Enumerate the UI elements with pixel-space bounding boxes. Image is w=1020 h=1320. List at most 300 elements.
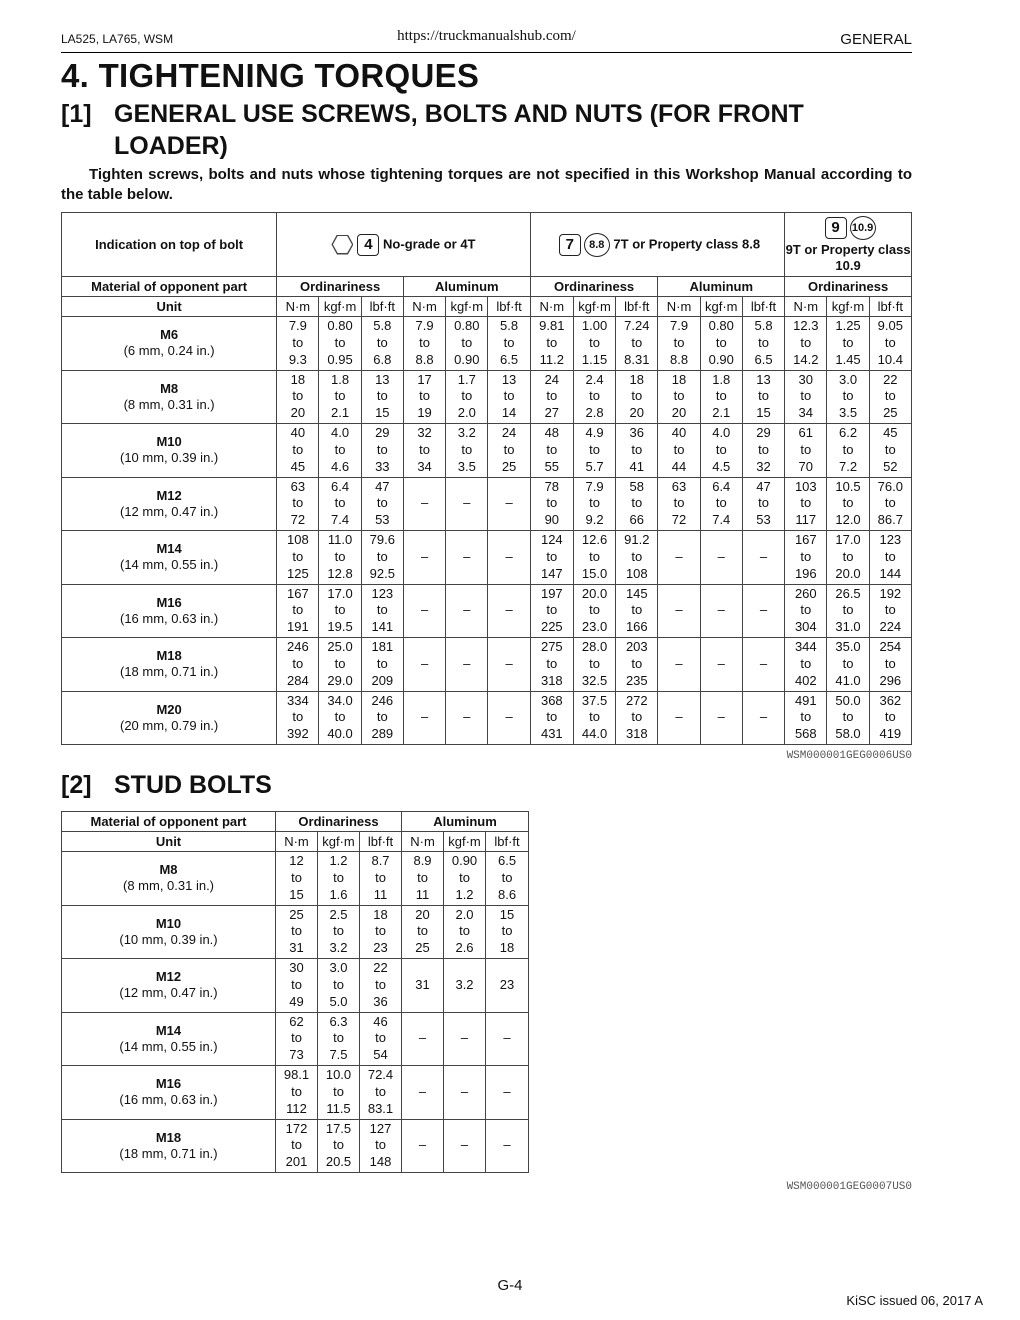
- unit-cell: kgf·m: [319, 297, 361, 317]
- grade-9-icon: 9: [825, 217, 847, 239]
- not-applicable-dash: –: [675, 602, 683, 618]
- torque-min: 6.2: [838, 425, 858, 441]
- class-10-9-icon: 10.9: [850, 216, 876, 240]
- torque-cell: [573, 691, 615, 745]
- torque-min: 167: [287, 585, 309, 601]
- torque-to: to: [417, 923, 428, 939]
- torque-max: 18: [499, 940, 515, 956]
- torque-to: to: [884, 548, 896, 564]
- torque-min: 17.0: [327, 585, 353, 601]
- torque-to: to: [333, 1083, 344, 1099]
- torque-to: to: [800, 655, 812, 671]
- bolt-dimension: (10 mm, 0.39 in.): [119, 931, 218, 947]
- torque-cell: [486, 959, 529, 1013]
- torque-min: 25.0: [327, 639, 353, 655]
- torque-to: to: [459, 923, 470, 939]
- torque-max: 34: [798, 405, 814, 421]
- not-applicable-dash: –: [463, 655, 471, 671]
- torque-max: 20.0: [835, 565, 861, 581]
- torque-to: to: [376, 548, 388, 564]
- torque-to: to: [546, 602, 558, 618]
- torque-cell: [319, 477, 361, 531]
- torque-min: 34.0: [327, 692, 353, 708]
- bolt-dimension: (18 mm, 0.71 in.): [119, 1145, 218, 1161]
- bolt-size: M18: [155, 1129, 182, 1145]
- torque-min: 47: [375, 478, 390, 494]
- not-applicable-dash: –: [505, 548, 513, 564]
- torque-to: to: [631, 602, 643, 618]
- torque-cell: [318, 1119, 360, 1173]
- torque-min: 91.2: [624, 532, 650, 548]
- torque-min: 5.8: [373, 318, 392, 334]
- torque-cell: [573, 477, 615, 531]
- torque-to: to: [419, 441, 430, 457]
- unit-cell: lbf·ft: [360, 832, 402, 852]
- torque-min: 6.3: [329, 1013, 348, 1029]
- torque-cell: [616, 317, 658, 371]
- torque-to: to: [461, 334, 473, 350]
- not-applicable-dash: –: [505, 602, 513, 618]
- section1-intro: Tighten screws, bolts and nuts whose tightening torques are not specified in this Workshop Manual according to the table below.: [61, 166, 912, 203]
- torque-max: 196: [794, 565, 817, 581]
- torque-min: 4.0: [712, 425, 731, 441]
- not-applicable-dash: –: [460, 1137, 469, 1153]
- material-ordinariness: Ordinariness: [277, 277, 404, 297]
- torque-min: 1.25: [835, 318, 861, 334]
- torque-cell: [319, 531, 361, 585]
- header-url[interactable]: https://truckmanualshub.com/: [397, 28, 576, 44]
- torque-cell: [403, 691, 445, 745]
- bolt-size-cell: [62, 691, 277, 745]
- torque-cell: [446, 424, 488, 478]
- torque-min: 1.00: [581, 318, 608, 334]
- torque-to: to: [376, 495, 388, 511]
- torque-value: 31: [415, 976, 430, 992]
- torque-cell: [486, 1119, 529, 1173]
- torque-max: 33: [375, 458, 390, 474]
- unit-cell: N·m: [402, 832, 444, 852]
- not-applicable-dash: –: [505, 495, 513, 511]
- torque-max: 9.2: [585, 512, 604, 528]
- table-row: [62, 1066, 529, 1120]
- torque-min: 124: [540, 532, 563, 548]
- table-row: [62, 1012, 529, 1066]
- torque-max: 45: [290, 458, 306, 474]
- torque-max: 2.0: [457, 405, 476, 421]
- torque-min: 6.4: [712, 478, 731, 494]
- torque-cell: [742, 584, 784, 638]
- bolt-size: M8: [160, 380, 179, 396]
- torque-to: to: [417, 869, 428, 885]
- torque-min: 12.3: [793, 318, 819, 334]
- table-row: [62, 1119, 529, 1173]
- bolt-dimension: (20 mm, 0.79 in.): [119, 717, 219, 733]
- torque-to: to: [375, 976, 386, 992]
- torque-max: 402: [794, 672, 817, 688]
- torque-to: to: [631, 495, 643, 511]
- torque-cell: [319, 317, 361, 371]
- torque-to: to: [842, 709, 854, 725]
- bolt-dimension: (8 mm, 0.31 in.): [123, 396, 215, 412]
- unit-cell: N·m: [276, 832, 318, 852]
- torque-max: 32: [756, 458, 771, 474]
- torque-max: 70: [798, 458, 814, 474]
- torque-cell: [403, 584, 445, 638]
- torque-max: 112: [286, 1100, 307, 1116]
- torque-max: 49: [289, 993, 304, 1009]
- torque-cell: [530, 531, 573, 585]
- torque-min: 5.8: [500, 318, 519, 334]
- torque-max: 44.0: [581, 726, 608, 742]
- bolt-size-cell: [62, 959, 276, 1013]
- torque-max: 15: [756, 405, 771, 421]
- torque-to: to: [334, 602, 346, 618]
- torque-to: to: [291, 976, 302, 992]
- torque-cell: [658, 477, 700, 531]
- bolt-size: M12: [155, 969, 182, 985]
- torque-max: 318: [625, 726, 648, 742]
- page-header: [61, 30, 912, 53]
- torque-to: to: [673, 388, 685, 404]
- torque-min: 246: [287, 639, 309, 655]
- torque-cell: [444, 1119, 486, 1173]
- indication-label: Indication on top of bolt: [62, 213, 277, 277]
- torque-cell: [446, 370, 488, 424]
- torque-min: 11.0: [327, 532, 353, 548]
- torque-cell: [488, 317, 530, 371]
- torque-max: 191: [287, 619, 309, 635]
- torque-max: 86.7: [877, 512, 903, 528]
- torque-cell: [276, 959, 318, 1013]
- grade-9t-label: 9T or Property class 10.9: [785, 241, 911, 273]
- torque-cell: [785, 477, 827, 531]
- torque-max: 52: [883, 458, 898, 474]
- torque-to: to: [334, 655, 346, 671]
- bolt-dimension: (16 mm, 0.63 in.): [119, 610, 219, 626]
- torque-cell: [530, 584, 573, 638]
- torque-cell: [785, 317, 827, 371]
- torque-cell: [616, 584, 658, 638]
- torque-to: to: [334, 441, 346, 457]
- torque-max: 147: [540, 565, 563, 581]
- bolt-dimension: (12 mm, 0.47 in.): [119, 985, 218, 1001]
- bolt-size: M12: [156, 487, 182, 503]
- torque-to: to: [673, 334, 685, 350]
- unit-cell: lbf·ft: [488, 297, 530, 317]
- torque-cell: [573, 424, 615, 478]
- not-applicable-dash: –: [505, 655, 513, 671]
- torque-max: 55: [544, 458, 560, 474]
- torque-min: 25: [289, 906, 304, 922]
- grade-9t-header: [785, 213, 912, 277]
- torque-min: 1.8: [331, 371, 350, 387]
- torque-cell: [402, 1119, 444, 1173]
- page-number: G-4: [497, 1277, 523, 1294]
- torque-cell: [318, 1066, 360, 1120]
- section2-doc-code: WSM000001GEG0007US0: [786, 1181, 912, 1193]
- torque-max: 41: [629, 458, 645, 474]
- torque-to: to: [631, 388, 643, 404]
- torque-cell: [360, 852, 402, 906]
- not-applicable-dash: –: [418, 1137, 427, 1153]
- torque-cell: [488, 370, 530, 424]
- torque-cell: [785, 370, 827, 424]
- torque-min: 78: [544, 478, 560, 494]
- torque-min: 28.0: [581, 639, 608, 655]
- torque-max: 31: [289, 940, 304, 956]
- torque-cell: [785, 691, 827, 745]
- torque-min: 15: [499, 906, 515, 922]
- torque-cell: [276, 1012, 318, 1066]
- torque-min: 1.8: [712, 371, 731, 387]
- torque-max: 15: [375, 405, 390, 421]
- torque-min: 8.7: [371, 853, 390, 869]
- bolt-dimension: (8 mm, 0.31 in.): [122, 878, 215, 894]
- material-aluminum: Aluminum: [402, 812, 529, 832]
- torque-cell: [319, 424, 361, 478]
- torque-min: 6.4: [331, 478, 350, 494]
- torque-max: 23.0: [581, 619, 608, 635]
- torque-to: to: [800, 709, 812, 725]
- torque-cell: [361, 638, 403, 692]
- torque-to: to: [715, 495, 727, 511]
- torque-max: 2.1: [331, 405, 350, 421]
- torque-min: 18: [671, 371, 687, 387]
- torque-cell: [361, 424, 403, 478]
- torque-max: 83.1: [367, 1100, 394, 1116]
- torque-cell: [530, 317, 573, 371]
- grade-4t-label: No-grade or 4T: [383, 235, 476, 251]
- torque-min: 29: [756, 425, 771, 441]
- torque-min: 1.2: [329, 853, 348, 869]
- torque-cell: [319, 370, 361, 424]
- torque-max: 12.0: [835, 512, 861, 528]
- bolt-dimension: (10 mm, 0.39 in.): [119, 450, 219, 466]
- torque-min: 103: [794, 478, 817, 494]
- torque-max: 15: [289, 886, 304, 902]
- torque-cell: [827, 424, 869, 478]
- torque-to: to: [292, 388, 304, 404]
- torque-cell: [700, 638, 742, 692]
- torque-min: 3.2: [457, 425, 476, 441]
- not-applicable-dash: –: [420, 495, 429, 511]
- torque-to: to: [842, 388, 854, 404]
- hexagon-no-grade-icon: [331, 235, 353, 255]
- torque-cell: [869, 691, 911, 745]
- torque-max: 3.5: [838, 405, 858, 421]
- torque-cell: [403, 477, 445, 531]
- torque-cell: [658, 691, 700, 745]
- torque-cell: [318, 959, 360, 1013]
- torque-min: 12.6: [581, 532, 608, 548]
- unit-cell: lbf·ft: [869, 297, 911, 317]
- torque-max: 7.4: [712, 512, 731, 528]
- torque-min: 7.9: [669, 318, 689, 334]
- torque-max: 29.0: [327, 672, 353, 688]
- bolt-size-cell: [62, 317, 277, 371]
- torque-cell: [488, 531, 530, 585]
- torque-cell: [446, 317, 488, 371]
- bolt-size: M16: [155, 1076, 182, 1092]
- torque-cell: [573, 584, 615, 638]
- torque-to: to: [884, 709, 896, 725]
- torque-max: 92.5: [369, 565, 395, 581]
- torque-cell: [361, 317, 403, 371]
- table-row: [62, 852, 529, 906]
- torque-to: to: [546, 548, 558, 564]
- torque-to: to: [334, 495, 346, 511]
- torque-cell: [276, 905, 318, 959]
- torque-cell: [446, 584, 488, 638]
- torque-to: to: [291, 869, 302, 885]
- torque-max: 2.1: [712, 405, 731, 421]
- not-applicable-dash: –: [420, 602, 429, 618]
- torque-to: to: [758, 334, 769, 350]
- torque-cell: [488, 584, 530, 638]
- unit-cell: lbf·ft: [616, 297, 658, 317]
- torque-cell: [530, 638, 573, 692]
- torque-to: to: [884, 495, 896, 511]
- torque-to: to: [501, 869, 513, 885]
- torque-to: to: [333, 1030, 344, 1046]
- class-8-8-icon: 8.8: [584, 233, 610, 257]
- torque-min: 20: [415, 906, 430, 922]
- torque-cell: [616, 477, 658, 531]
- not-applicable-dash: –: [717, 548, 725, 564]
- torque-max: 1.15: [581, 351, 608, 367]
- torque-max: 148: [369, 1154, 392, 1170]
- not-applicable-dash: –: [463, 709, 471, 725]
- torque-max: 296: [879, 672, 902, 688]
- torque-max: 36: [373, 993, 388, 1009]
- torque-cell: [360, 1066, 402, 1120]
- torque-max: 3.5: [457, 458, 476, 474]
- torque-to: to: [334, 709, 346, 725]
- torque-max: 5.0: [329, 993, 348, 1009]
- torque-cell: [573, 317, 615, 371]
- torque-cell: [277, 584, 319, 638]
- grade-7t-label: 7T or Property class 8.8: [613, 235, 761, 251]
- torque-min: 123: [879, 532, 902, 548]
- section1-title: GENERAL USE SCREWS, BOLTS AND NUTS (FOR FRONT LOADER): [114, 100, 804, 160]
- torque-max: 1.6: [329, 886, 348, 902]
- table-row: [62, 370, 912, 424]
- torque-min: 0.90: [451, 853, 478, 869]
- torque-min: 18: [629, 371, 645, 387]
- torque-cell: [658, 531, 700, 585]
- torque-max: 5.7: [585, 458, 604, 474]
- torque-min: 13: [756, 371, 771, 387]
- torque-max: 3.2: [329, 940, 348, 956]
- torque-min: 24: [501, 425, 517, 441]
- torque-max: 44: [671, 458, 687, 474]
- torque-min: 32: [417, 425, 432, 441]
- torque-cell: [402, 1012, 444, 1066]
- material-aluminum: Aluminum: [403, 277, 530, 297]
- torque-max: 25: [501, 458, 517, 474]
- torque-cell: [488, 638, 530, 692]
- torque-min: 3.0: [838, 371, 858, 387]
- bolt-size: M14: [155, 1022, 182, 1038]
- torque-cell: [573, 531, 615, 585]
- torque-to: to: [589, 388, 600, 404]
- torque-cell: [700, 477, 742, 531]
- bolt-size-cell: [62, 1012, 276, 1066]
- table-row: [62, 905, 529, 959]
- torque-min: 275: [540, 639, 563, 655]
- torque-to: to: [375, 1137, 386, 1153]
- torque-max: 1.45: [835, 351, 861, 367]
- grade-4-icon: 4: [357, 234, 379, 256]
- torque-to: to: [546, 388, 558, 404]
- torque-min: 123: [371, 585, 394, 601]
- not-applicable-dash: –: [503, 1137, 511, 1153]
- torque-cell: [869, 584, 911, 638]
- torque-min: 18: [290, 371, 306, 387]
- torque-to: to: [291, 1137, 302, 1153]
- material-ordinariness: Ordinariness: [530, 277, 658, 297]
- not-applicable-dash: –: [463, 495, 471, 511]
- unit-cell: kgf·m: [444, 832, 486, 852]
- bolt-size-cell: [62, 852, 276, 906]
- torque-to: to: [589, 495, 600, 511]
- torque-max: 6.5: [754, 351, 773, 367]
- torque-min: 79.6: [369, 532, 395, 548]
- torque-to: to: [292, 709, 304, 725]
- torque-value: 23: [499, 976, 515, 992]
- torque-to: to: [884, 655, 896, 671]
- torque-min: 50.0: [835, 692, 861, 708]
- bolt-dimension: (18 mm, 0.71 in.): [119, 664, 219, 680]
- torque-min: 5.8: [754, 318, 773, 334]
- torque-cell: [486, 1012, 529, 1066]
- torque-cell: [446, 691, 488, 745]
- section1-doc-code: WSM000001GEG0006US0: [786, 750, 912, 762]
- torque-cell: [742, 370, 784, 424]
- torque-cell: [530, 691, 573, 745]
- torque-cell: [742, 424, 784, 478]
- torque-min: 72.4: [367, 1067, 394, 1083]
- torque-max: 289: [371, 726, 394, 742]
- torque-cell: [827, 691, 869, 745]
- bolt-size: M10: [155, 915, 182, 931]
- torque-min: 30: [798, 371, 814, 387]
- torque-to: to: [461, 441, 473, 457]
- table-row: [62, 638, 912, 692]
- torque-to: to: [842, 602, 854, 618]
- torque-max: 31.0: [835, 619, 861, 635]
- torque-max: 7.5: [329, 1047, 348, 1063]
- torque-min: 29: [375, 425, 390, 441]
- torque-max: 11.2: [539, 351, 564, 367]
- torque-min: 6.5: [497, 853, 517, 869]
- torque-cell: [869, 424, 911, 478]
- not-applicable-dash: –: [460, 1030, 469, 1046]
- bolt-size: M8: [159, 862, 178, 878]
- torque-cell: [360, 905, 402, 959]
- torque-cell: [827, 531, 869, 585]
- torque-to: to: [631, 548, 643, 564]
- torque-to: to: [631, 441, 643, 457]
- torque-max: 1.2: [455, 886, 474, 902]
- torque-cell: [319, 691, 361, 745]
- bolt-dimension: (14 mm, 0.55 in.): [119, 557, 219, 573]
- torque-min: 48: [544, 425, 560, 441]
- torque-cell: [742, 638, 784, 692]
- torque-to: to: [333, 976, 344, 992]
- torque-to: to: [546, 441, 558, 457]
- torque-to: to: [375, 923, 386, 939]
